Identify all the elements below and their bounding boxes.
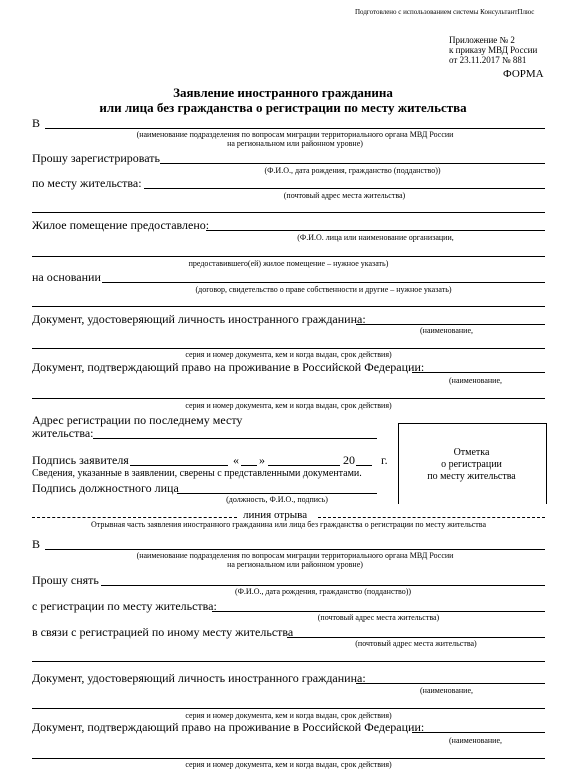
year-prefix: 20 <box>343 453 355 467</box>
tear-field-unit-line[interactable] <box>45 549 545 550</box>
mark-line-3: по месту жительства <box>427 471 516 482</box>
field-prev-address-line[interactable] <box>93 438 377 439</box>
label-basis: на основании <box>32 270 101 284</box>
appendix-line-2: к приказу МВД России <box>449 45 538 55</box>
tear-label-doc-residence: Документ, подтверждающий право на проживание в Российской Федерации: <box>32 720 425 734</box>
field-month[interactable] <box>268 465 340 466</box>
verified-note: Сведения, указанные в заявлении, сверены с представленными документами. <box>32 468 362 479</box>
field-official-signature[interactable] <box>177 493 377 494</box>
appendix-line-3: от 23.11.2017 № 881 <box>449 55 527 65</box>
tear-hint-name: (наименование, <box>420 686 474 695</box>
label-housing: Жилое помещение предоставлено: <box>32 218 210 232</box>
label-residence: по месту жительства: <box>32 176 142 190</box>
field-doc-residence-line-2[interactable] <box>32 398 545 399</box>
tear-field-doc-identity-line[interactable] <box>356 683 545 684</box>
field-basis-line[interactable] <box>102 282 545 283</box>
title-line-1: Заявление иностранного гражданина <box>173 85 393 100</box>
hint-name-2: (наименование, <box>449 376 503 385</box>
field-day[interactable] <box>241 465 257 466</box>
title-line-2: или лица без гражданства о регистрации по месту жительства <box>99 100 467 115</box>
hint-series: серия и номер документа, кем и когда выдан, срок действия) <box>185 350 392 359</box>
tear-hint-name-2: (наименование, <box>449 736 503 745</box>
hint-unit-2: на региональном или районном уровне) <box>227 139 363 148</box>
tear-label-v: В <box>32 537 41 551</box>
hint-fio-org: (Ф.И.О. лица или наименование организации, <box>297 233 454 242</box>
hint-fio: (Ф.И.О., дата рождения, гражданство (подданство)) <box>264 166 441 175</box>
label-doc-identity: Документ, удостоверяющий личность иностранного гражданина: <box>32 312 366 326</box>
field-address-line[interactable] <box>144 188 545 189</box>
tear-field-fio-line[interactable] <box>101 585 545 586</box>
consultant-note: Подготовлено с использованием системы КонсультантПлюс <box>355 8 535 16</box>
tear-hint-unit-1: (наименование подразделения по вопросам миграции территориального органа МВД России <box>136 551 454 560</box>
mark-line-2: о регистрации <box>441 459 502 470</box>
tear-label-deregister: с регистрации по месту жительства: <box>32 599 217 613</box>
field-basis-line-2[interactable] <box>32 306 545 307</box>
field-unit-line[interactable] <box>45 128 545 129</box>
field-fio-line[interactable] <box>160 163 545 164</box>
tear-hint-postal-2: (почтовый адрес места жительства) <box>355 639 477 648</box>
label-prev-address-1: Адрес регистрации по последнему месту <box>32 413 243 427</box>
label-official-signature: Подпись должностного лица <box>32 481 179 495</box>
quote-open: « <box>233 453 239 467</box>
field-year[interactable] <box>356 465 372 466</box>
tear-label-new-residence: в связи с регистрацией по иному месту жительства <box>32 625 294 639</box>
appendix-line-1: Приложение № 2 <box>449 35 515 45</box>
field-applicant-signature[interactable] <box>130 465 228 466</box>
label-v: В <box>32 116 41 130</box>
mark-line-1: Отметка <box>453 447 490 458</box>
tear-field-doc-residence-line-2[interactable] <box>32 758 545 759</box>
tear-label-doc-identity: Документ, удостоверяющий личность иностранного гражданина: <box>32 671 366 685</box>
hint-name: (наименование, <box>420 326 474 335</box>
tear-field-doc-residence-line[interactable] <box>412 732 545 733</box>
label-request-register: Прошу зарегистрировать <box>32 151 161 165</box>
hint-series-2: серия и номер документа, кем и когда выдан, срок действия) <box>185 401 392 410</box>
hint-provided: предоставившего(ей) жилое помещение – нужное указать) <box>188 259 389 268</box>
quote-close: » <box>259 453 265 467</box>
tear-hint-fio: (Ф.И.О., дата рождения, гражданство (подданство)) <box>234 587 412 596</box>
tear-line-right <box>318 517 545 518</box>
hint-official: (должность, Ф.И.О., подпись) <box>226 495 328 504</box>
tear-title: Отрывная часть заявления иностранного гражданина или лица без гражданства о регистрации по месту жительства <box>90 520 487 529</box>
hint-unit-1: (наименование подразделения по вопросам миграции территориального органа МВД России <box>136 130 454 139</box>
tear-field-new-address-line[interactable] <box>287 637 545 638</box>
tear-hint-series: серия и номер документа, кем и когда выдан, срок действия) <box>185 711 392 720</box>
label-applicant-signature: Подпись заявителя <box>32 453 129 467</box>
field-housing-line-2[interactable] <box>32 256 545 257</box>
tear-line-label: линия отрыва <box>243 509 308 521</box>
field-doc-residence-line[interactable] <box>412 372 545 373</box>
tear-hint-postal: (почтовый адрес места жительства) <box>317 613 440 622</box>
tear-field-new-address-line-2[interactable] <box>32 661 545 662</box>
field-housing-line[interactable] <box>206 230 545 231</box>
field-doc-identity-line[interactable] <box>356 324 545 325</box>
label-doc-residence: Документ, подтверждающий право на проживание в Российской Федерации: <box>32 360 425 374</box>
field-address-line-2[interactable] <box>32 212 545 213</box>
year-suffix: г. <box>381 453 388 467</box>
tear-label-request-remove: Прошу снять <box>32 573 99 587</box>
tear-field-doc-identity-line-2[interactable] <box>32 708 545 709</box>
tear-field-address-line[interactable] <box>212 611 545 612</box>
tear-hint-series-2: серия и номер документа, кем и когда выдан, срок действия) <box>185 760 392 769</box>
tear-hint-unit-2: на региональном или районном уровне) <box>227 560 363 569</box>
forma-label: ФОРМА <box>503 68 544 80</box>
hint-contract: (договор, свидетельство о праве собственности и другие – нужное указать) <box>195 285 452 294</box>
label-prev-address-2: жительства: <box>32 426 94 440</box>
field-doc-identity-line-2[interactable] <box>32 348 545 349</box>
hint-postal: (почтовый адрес места жительства) <box>283 191 406 200</box>
tear-line-left <box>32 517 237 518</box>
